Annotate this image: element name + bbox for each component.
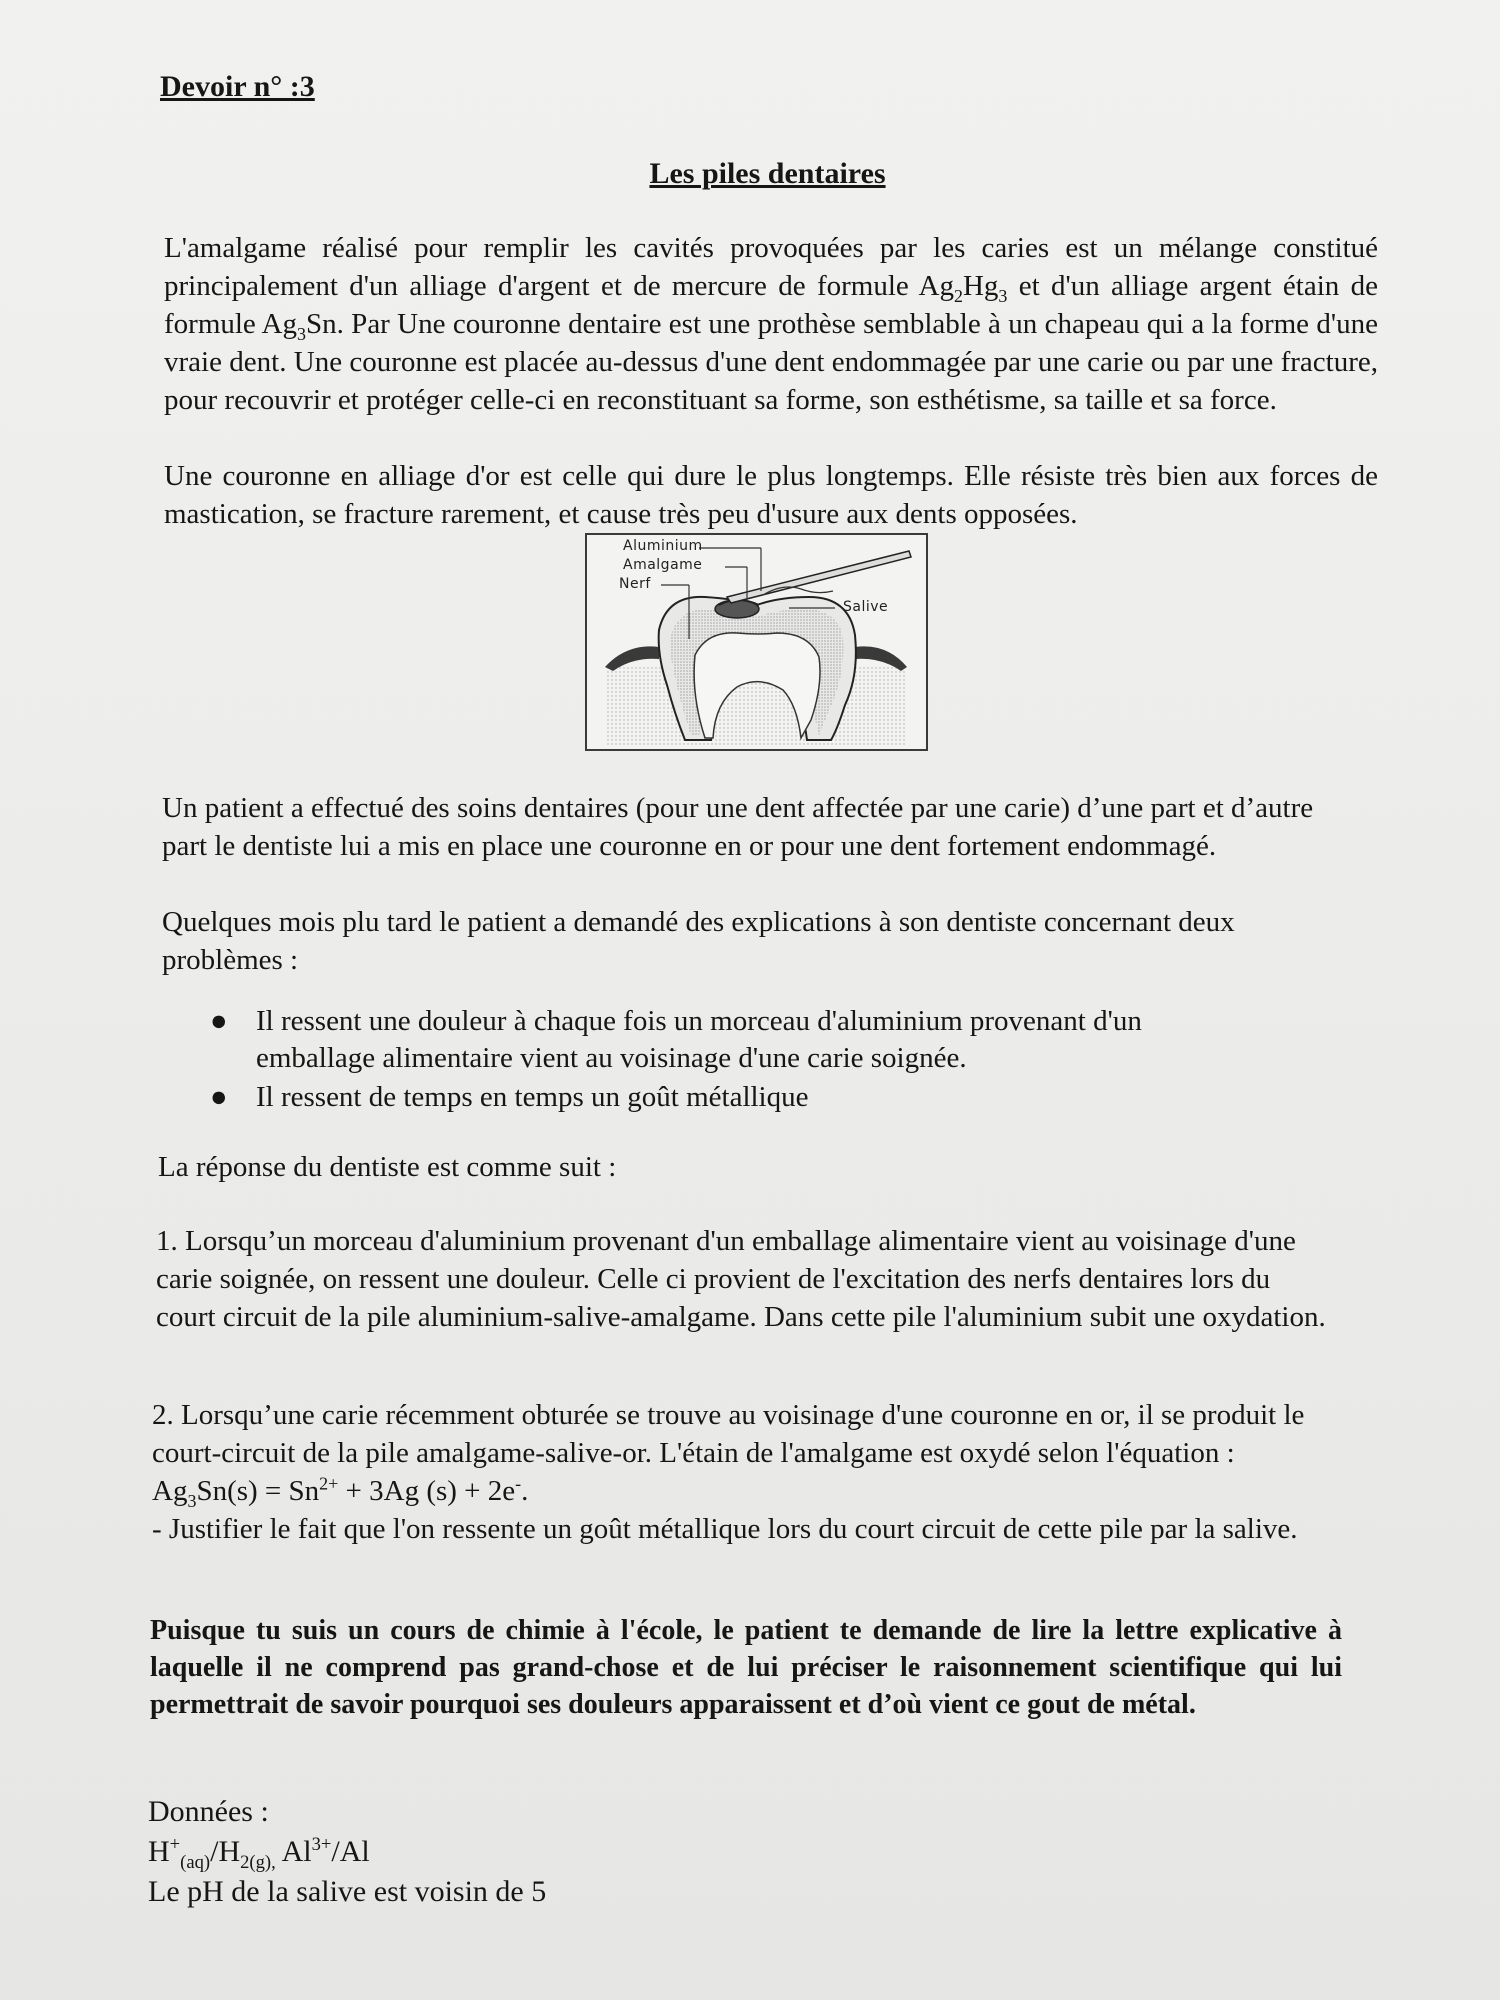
list-item	[210, 1079, 1240, 1116]
intro-sub-2: 3	[998, 285, 1008, 306]
ph-statement: Le pH de la salive est voisin de 5	[148, 1875, 547, 1908]
intro-text-2: Hg	[962, 270, 999, 302]
intro-paragraph	[164, 229, 1378, 419]
question-intro: Quelques mois plu tard le patient a demandé des explications à son dentiste concernant deux problèmes :	[162, 906, 1235, 976]
equation-sup-sn: 2+	[319, 1473, 339, 1494]
label-salive: Salive	[843, 599, 889, 615]
list-item	[210, 1003, 1240, 1077]
patient-paragraph: Un patient a effectué des soins dentaires (pour une dent affectée par une carie) d’une part et d’autre part le dentiste lui a mis en place une couronne en or pour une dent fortement endommagé.	[162, 792, 1314, 862]
intro-text-3: et d'un alliage argent étain de formule Ag	[164, 270, 1379, 340]
tooth-diagram	[585, 533, 928, 751]
intro-sub-1: 2	[953, 285, 963, 306]
answer-2-text: 2. Lorsqu’une carie récemment obturée se trouve au voisinage d'une couronne en or, il se produit le court-circuit de la pile amalgame-salive-or. L'étain de l'amalgame est oxydé selon l'équation :	[152, 1399, 1305, 1469]
couple-h-sub: (aq)	[180, 1852, 211, 1873]
couple-al-sup: 3+	[311, 1834, 332, 1855]
equation-mid: Sn(s) = Sn	[196, 1475, 320, 1507]
document-title: Les piles dentaires	[649, 157, 886, 190]
couple-h-sup: +	[169, 1834, 181, 1855]
couple-h2-sub: 2(g),	[240, 1852, 276, 1873]
bullet-icon: ●	[210, 1005, 228, 1037]
couple-h2: /H	[210, 1835, 241, 1868]
problem-text: Il ressent de temps en temps un goût métallique	[256, 1081, 809, 1113]
equation-end: .	[521, 1475, 529, 1507]
answer-1: 1. Lorsqu’un morceau d'aluminium provenant d'un emballage alimentaire vient au voisinage d'une carie soignée, on ressent une douleur. Celle ci provient de l'excitation des nerfs dentaires lors du court circuit de la pile aluminium-salive-amalgame. Dans cette pile l'aluminium subit une oxydation.	[156, 1225, 1326, 1333]
data-section	[148, 1792, 546, 1912]
data-title: Données :	[148, 1795, 269, 1828]
label-nerf: Nerf	[619, 576, 651, 592]
equation-sup-e: -	[515, 1473, 522, 1494]
assignment-title: Devoir n° :3	[160, 70, 315, 103]
dentist-intro: La réponse du dentiste est comme suit :	[158, 1151, 617, 1183]
equation-mid2: + 3Ag (s) + 2e	[338, 1475, 516, 1507]
problem-text: Il ressent une douleur à chaque fois un morceau d'aluminium provenant d'un emballage alimentaire vient au voisinage d'une carie soignée.	[256, 1005, 1142, 1074]
couple-al: Al	[275, 1835, 312, 1868]
gold-crown-paragraph: Une couronne en alliage d'or est celle qui dure le plus longtemps. Elle résiste très bien aux forces de mastication, se fracture rarement, et cause très peu d'usure aux dents opposées.	[164, 460, 1378, 530]
intro-text-4: Sn. Par Une couronne dentaire est une prothèse semblable à un chapeau qui a la forme d'une vraie dent. Une couronne est placée au-dessus d'une dent endommagée par une carie ou par une fracture, pour recouvrir et protéger celle-ci en reconstituant sa forme, son esthétisme, sa taille et sa force.	[164, 308, 1378, 416]
answer-2	[152, 1396, 1332, 1548]
justify-question: - Justifier le fait que l'on ressente un goût métallique lors du court circuit de cette pile par la salive.	[152, 1513, 1298, 1545]
bullet-icon: ●	[210, 1081, 228, 1113]
label-aluminium: Aluminium	[623, 538, 703, 554]
redox-couples	[148, 1832, 546, 1872]
task-paragraph: Puisque tu suis un cours de chimie à l'école, le patient te demande de lire la lettre explicative à laquelle il ne comprend pas grand-chose et de lui préciser le raisonnement scientifique qui lui permettrait de savoir pourquoi ses douleurs apparaissent et d’où vient ce gout de métal.	[150, 1615, 1342, 1720]
intro-sub-3: 3	[296, 323, 306, 344]
label-amalgame: Amalgame	[623, 557, 703, 573]
equation-ag: Ag	[152, 1475, 188, 1507]
equation-sub: 3	[187, 1490, 197, 1511]
couple-h: H	[148, 1835, 170, 1868]
intro-text-1: L'amalgame réalisé pour remplir les cavités provoquées par les caries est un mélange constitué principalement d'un alliage d'argent et de mercure de formule Ag	[164, 232, 1378, 302]
couple-al-rest: /Al	[331, 1835, 370, 1868]
problems-list	[210, 1003, 1240, 1118]
